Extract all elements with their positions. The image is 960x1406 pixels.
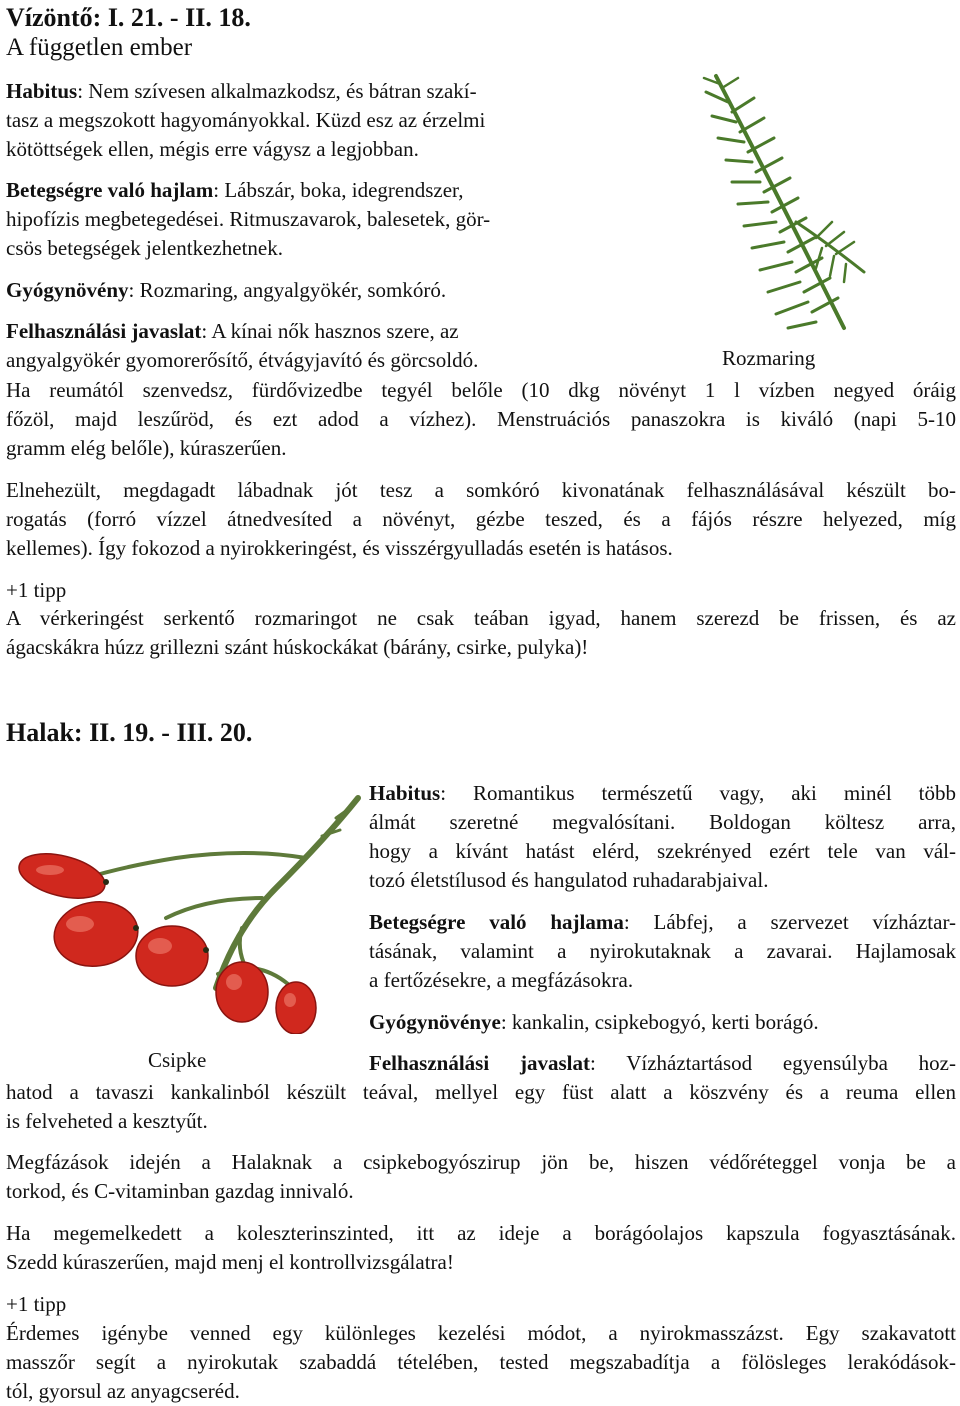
aquarius-habitus-line-3: kötöttségek ellen, mégis erre vágysz a legjobban.	[6, 137, 419, 161]
usage-label: Felhasználási javaslat	[6, 319, 202, 343]
aquarius-usage-line-2: angyalgyökér gyomorerősítő, étvágyjavító és görcsoldó.	[6, 348, 479, 372]
aquarius-herb-line: Gyógynövény: Rozmaring, angyalgyökér, somkóró.	[6, 278, 447, 302]
rosemary-image	[676, 72, 876, 332]
aquarius-tip-label: +1 tipp	[6, 578, 67, 602]
aquarius-habitus-line-1: Habitus: Nem szívesen alkalmazkodsz, és bátran szakí-	[6, 79, 477, 103]
herb-label: Gyógynövény	[6, 278, 129, 302]
pisces-tip-text: Érdemes igénybe venned egy különleges kezelési módot, a nyirokmasszázst. Egy szakavatott masszőr segít a nyirokutak szabaddá tételében, tested megszabadítja a fölösleges lerakódások- tól, gyorsul az anyagcseréd.	[6, 1321, 956, 1403]
usage-label: Felhasználási javaslat	[369, 1051, 590, 1075]
aquarius-usage-line-1: Felhasználási javaslat: A kínai nők hasznos szere, az	[6, 319, 459, 343]
aquarius-title: Vízöntő: I. 21. - II. 18.	[6, 3, 251, 32]
aquarius-disease-line-2: hipofízis megbetegedései. Ritmuszavarok, balesetek, gör-	[6, 207, 491, 231]
pisces-disease: Betegségre való hajlama: Lábfej, a szervezet vízháztar- tásának, valamint a nyirokutaknak a zavarai. Hajlamosak a fertőzésekre, a megfázásokra.	[369, 910, 957, 992]
rosehip-image	[6, 778, 362, 1034]
pisces-herb-line: Gyógynövénye: kankalin, csipkebogyó, kerti borágó.	[369, 1010, 819, 1034]
aquarius-paragraph-2: Elnehezült, megdagadt lábadnak jót tesz a somkóró kivonatának felhasználásával készült bo- rogatás (forró vízzel átnedvesíted a növényt, gézbe teszed, és a fájós részre helyezed, míg kellemes). Így fokozod a nyirokkeringést, és visszérgyulladás esetén is hatásos.	[6, 478, 956, 560]
herb-label: Gyógynövénye	[369, 1010, 501, 1034]
rosehip-caption: Csipke	[148, 1048, 207, 1072]
pisces-usage-line-1: Felhasználási javaslat: Vízháztartásod egyensúlyba hoz-	[369, 1051, 957, 1075]
aquarius-habitus-line-2: tasz a megszokott hagyományokkal. Küzd esz az érzelmi	[6, 108, 486, 132]
rosemary-caption: Rozmaring	[722, 346, 816, 370]
aquarius-paragraph-1: Ha reumától szenvedsz, fürdővizedbe tegyél belőle (10 dkg növényt 1 l vízben negyed óráig főzöl, majd leszűröd, és ezt adod a vízhez). Menstruációs panaszokra is kiváló (napi 5-10 gramm elég belőle), kúraszerűen.	[6, 378, 956, 460]
pisces-paragraph-1: Megfázások idején a Halaknak a csipkebogyószirup jön be, hiszen védőréteggel vonja be a torkod, és C-vitaminban gazdag innivaló.	[6, 1150, 956, 1203]
aquarius-subtitle: A független ember	[6, 34, 193, 61]
aquarius-disease-line-3: csös betegségek jelentkezhetnek.	[6, 236, 283, 260]
disease-label: Betegségre való hajlama	[369, 910, 624, 934]
habitus-label: Habitus	[6, 79, 78, 103]
habitus-label: Habitus	[369, 781, 441, 805]
pisces-title: Halak: II. 19. - III. 20.	[6, 718, 253, 747]
pisces-usage-rest: hatod a tavaszi kankalinból készült teával, mellyel egy füst alatt a köszvény és a reuma ellen is felveheted a kesztyűt.	[6, 1080, 956, 1133]
pisces-paragraph-2: Ha megemelkedett a koleszterinszinted, itt az ideje a borágóolajos kapszula fogyasztásának. Szedd kúraszerűen, majd menj el kontrollvizsgálatra!	[6, 1221, 956, 1274]
pisces-habitus: Habitus: Romantikus természetű vagy, aki minél több álmát szeretné megvalósítani. Boldogan költesz arra, hogy a kívánt hatást elérd, szekrényed ezért tele van vál- tozó életstílusod és hangulatod ruhadarabjaival.	[369, 781, 956, 892]
pisces-tip-label: +1 tipp	[6, 1292, 67, 1316]
aquarius-disease-line-1: Betegségre való hajlam: Lábszár, boka, idegrendszer,	[6, 178, 464, 202]
disease-label: Betegségre való hajlam	[6, 178, 214, 202]
aquarius-tip-text: A vérkeringést serkentő rozmaringot ne csak teában igyad, hanem szerezd be frissen, és az ágacskákra húzz grillezni szánt húskockákat (bárány, csirke, pulyka)!	[6, 606, 956, 659]
